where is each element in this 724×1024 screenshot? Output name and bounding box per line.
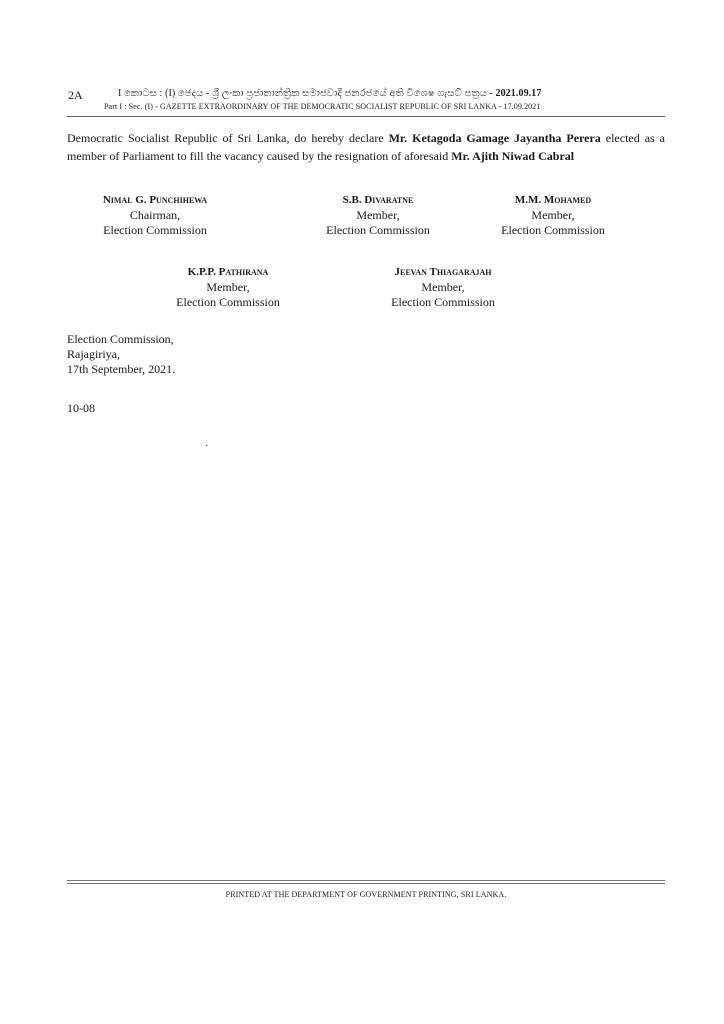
signatory-name: K.P.P. Pathirana bbox=[187, 266, 269, 278]
issuer-date: 17th September, 2021. bbox=[67, 362, 176, 376]
signatory-name: S.B. Divaratne bbox=[342, 194, 414, 206]
signatory-block bbox=[368, 265, 518, 310]
signatory-name: Jeevan Thiagarajah bbox=[394, 266, 492, 278]
reference-number: 10-08 bbox=[67, 401, 95, 415]
signatory-role: Member, bbox=[356, 208, 400, 222]
signatory-org: Election Commission bbox=[391, 295, 495, 309]
signatory-role: Chairman, bbox=[129, 208, 181, 222]
signatory-block bbox=[153, 265, 303, 310]
signatory-block bbox=[303, 193, 453, 238]
declared-member-name: Mr. Ketagoda Gamage Jayantha Perera bbox=[388, 131, 601, 145]
declaration-paragraph bbox=[67, 129, 665, 165]
header-sinhala bbox=[118, 88, 541, 99]
issuer-line: Rajagiriya, bbox=[67, 347, 120, 361]
printer-imprint: PRINTED AT THE DEPARTMENT OF GOVERNMENT PRINTING, SRI LANKA. bbox=[225, 890, 507, 899]
signatory-org: Election Commission bbox=[501, 223, 605, 237]
page-number: 2A bbox=[68, 88, 83, 102]
signatory-block bbox=[478, 193, 628, 238]
signatory-name: Nimal G. Punchihewa bbox=[102, 194, 208, 206]
header-sinhala-text: I කොටස : (I) ඡෙදය - ශ්‍රී ලංකා ප්‍රජාතාන්ත්‍රික සමාජවාදී ජනරජයේ අති විශෙෂ ගැසට් පත්‍රය - bbox=[118, 88, 496, 99]
signatory-block bbox=[80, 193, 230, 238]
signatory-org: Election Commission bbox=[176, 295, 280, 309]
stray-mark: . bbox=[205, 435, 208, 449]
issuer-address bbox=[67, 332, 175, 377]
signatory-name: M.M. Mohamed bbox=[514, 194, 592, 206]
header-sinhala-date: 2021.09.17 bbox=[495, 88, 542, 99]
signatory-role: Member, bbox=[421, 280, 465, 294]
signatory-role: Member, bbox=[531, 208, 575, 222]
header-english: Part I : Sec. (I) - GAZETTE EXTRAORDINARY OF THE DEMOCRATIC SOCIALIST REPUBLIC OF SRI LANKA - 17.09.2021 bbox=[104, 102, 541, 111]
resigned-member-name: Mr. Ajith Niwad Cabral bbox=[451, 149, 575, 163]
issuer-line: Election Commission, bbox=[67, 332, 174, 346]
footer-rule bbox=[67, 883, 665, 884]
paragraph-text-2: elected as a member of Parliament to fill the vacancy caused by the resignation of aforesaid bbox=[67, 131, 665, 163]
footer-rule bbox=[67, 880, 665, 881]
header-rule bbox=[67, 116, 665, 117]
signatory-org: Election Commission bbox=[326, 223, 430, 237]
signatory-role: Member, bbox=[206, 280, 250, 294]
paragraph-text-1: Democratic Socialist Republic of Sri Lanka, do hereby declare bbox=[67, 131, 389, 145]
signatory-org: Election Commission bbox=[103, 223, 207, 237]
